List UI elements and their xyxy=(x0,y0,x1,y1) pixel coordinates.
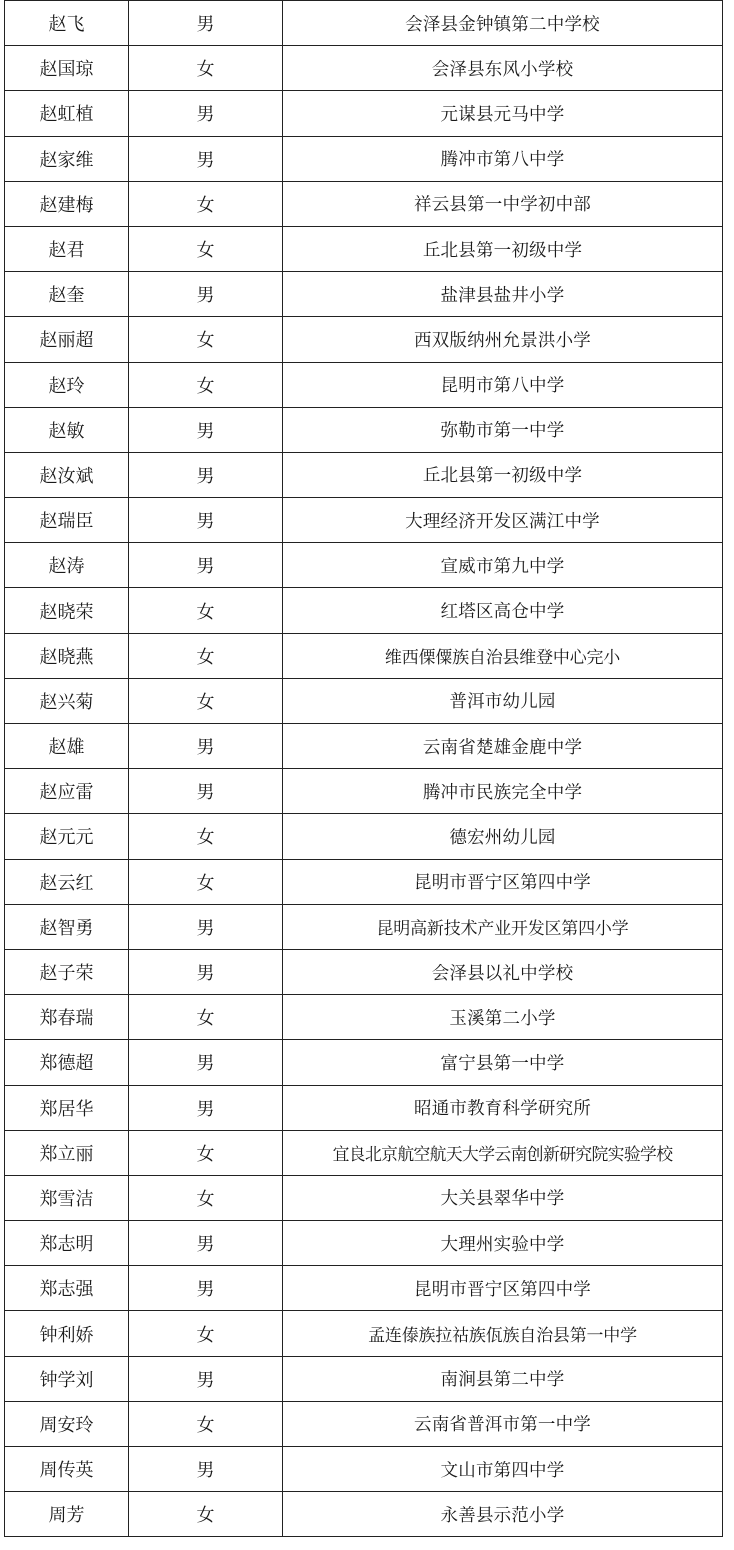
table-row xyxy=(5,588,723,633)
school-cell: 永善县示范小学 xyxy=(283,1492,723,1537)
gender-cell: 男 xyxy=(129,1085,283,1130)
table-row xyxy=(5,452,723,497)
name-cell: 赵元元 xyxy=(5,814,129,859)
gender-cell: 男 xyxy=(129,1040,283,1085)
name-cell: 赵玲 xyxy=(5,362,129,407)
table-row xyxy=(5,1447,723,1492)
school-cell: 昆明高新技术产业开发区第四小学 xyxy=(283,904,723,949)
name-cell: 赵瑞臣 xyxy=(5,498,129,543)
gender-cell: 女 xyxy=(129,317,283,362)
name-cell: 赵应雷 xyxy=(5,769,129,814)
school-cell: 文山市第四中学 xyxy=(283,1447,723,1492)
roster-table-body xyxy=(5,1,723,1537)
gender-cell: 女 xyxy=(129,362,283,407)
table-row xyxy=(5,362,723,407)
school-cell: 会泽县以礼中学校 xyxy=(283,949,723,994)
school-cell: 云南省楚雄金鹿中学 xyxy=(283,724,723,769)
school-cell: 宜良北京航空航天大学云南创新研究院实验学校 xyxy=(283,1130,723,1175)
table-row xyxy=(5,724,723,769)
name-cell: 周安玲 xyxy=(5,1401,129,1446)
school-cell: 腾冲市第八中学 xyxy=(283,136,723,181)
school-cell: 大理经济开发区满江中学 xyxy=(283,498,723,543)
table-row xyxy=(5,1,723,46)
school-cell: 玉溪第二小学 xyxy=(283,995,723,1040)
name-cell: 赵丽超 xyxy=(5,317,129,362)
table-row xyxy=(5,498,723,543)
school-cell: 红塔区高仓中学 xyxy=(283,588,723,633)
name-cell: 郑春瑞 xyxy=(5,995,129,1040)
table-row xyxy=(5,814,723,859)
table-row xyxy=(5,543,723,588)
table-row xyxy=(5,1040,723,1085)
name-cell: 郑立丽 xyxy=(5,1130,129,1175)
table-row xyxy=(5,272,723,317)
school-cell: 盐津县盐井小学 xyxy=(283,272,723,317)
table-row xyxy=(5,1085,723,1130)
school-cell: 腾冲市民族完全中学 xyxy=(283,769,723,814)
name-cell: 赵涛 xyxy=(5,543,129,588)
table-row xyxy=(5,226,723,271)
name-cell: 赵兴菊 xyxy=(5,678,129,723)
school-cell: 宣威市第九中学 xyxy=(283,543,723,588)
school-cell: 云南省普洱市第一中学 xyxy=(283,1401,723,1446)
gender-cell: 男 xyxy=(129,1447,283,1492)
gender-cell: 女 xyxy=(129,226,283,271)
table-row xyxy=(5,1221,723,1266)
gender-cell: 女 xyxy=(129,588,283,633)
roster-table xyxy=(4,0,723,1537)
table-row xyxy=(5,407,723,452)
table-row xyxy=(5,1266,723,1311)
gender-cell: 女 xyxy=(129,1175,283,1220)
school-cell: 昆明市第八中学 xyxy=(283,362,723,407)
school-cell: 会泽县东风小学校 xyxy=(283,46,723,91)
name-cell: 周芳 xyxy=(5,1492,129,1537)
gender-cell: 女 xyxy=(129,995,283,1040)
school-cell: 普洱市幼儿园 xyxy=(283,678,723,723)
table-row xyxy=(5,859,723,904)
gender-cell: 男 xyxy=(129,543,283,588)
school-cell: 元谋县元马中学 xyxy=(283,91,723,136)
gender-cell: 男 xyxy=(129,1221,283,1266)
name-cell: 赵虹植 xyxy=(5,91,129,136)
name-cell: 赵敏 xyxy=(5,407,129,452)
gender-cell: 男 xyxy=(129,1266,283,1311)
school-cell: 昭通市教育科学研究所 xyxy=(283,1085,723,1130)
gender-cell: 女 xyxy=(129,1130,283,1175)
name-cell: 赵雄 xyxy=(5,724,129,769)
name-cell: 郑志明 xyxy=(5,1221,129,1266)
table-row xyxy=(5,949,723,994)
gender-cell: 男 xyxy=(129,904,283,949)
school-cell: 会泽县金钟镇第二中学校 xyxy=(283,1,723,46)
gender-cell: 女 xyxy=(129,1311,283,1356)
name-cell: 赵君 xyxy=(5,226,129,271)
gender-cell: 女 xyxy=(129,181,283,226)
gender-cell: 男 xyxy=(129,452,283,497)
school-cell: 大关县翠华中学 xyxy=(283,1175,723,1220)
table-row xyxy=(5,181,723,226)
table-row xyxy=(5,1401,723,1446)
gender-cell: 女 xyxy=(129,1492,283,1537)
name-cell: 郑居华 xyxy=(5,1085,129,1130)
school-cell: 祥云县第一中学初中部 xyxy=(283,181,723,226)
name-cell: 郑雪洁 xyxy=(5,1175,129,1220)
name-cell: 郑志强 xyxy=(5,1266,129,1311)
table-row xyxy=(5,46,723,91)
table-row xyxy=(5,1175,723,1220)
name-cell: 赵云红 xyxy=(5,859,129,904)
gender-cell: 女 xyxy=(129,814,283,859)
school-cell: 维西傈僳族自治县维登中心完小 xyxy=(283,633,723,678)
school-cell: 大理州实验中学 xyxy=(283,1221,723,1266)
school-cell: 丘北县第一初级中学 xyxy=(283,452,723,497)
table-row xyxy=(5,136,723,181)
name-cell: 郑德超 xyxy=(5,1040,129,1085)
gender-cell: 女 xyxy=(129,633,283,678)
gender-cell: 男 xyxy=(129,498,283,543)
gender-cell: 女 xyxy=(129,859,283,904)
gender-cell: 男 xyxy=(129,272,283,317)
name-cell: 赵建梅 xyxy=(5,181,129,226)
table-row xyxy=(5,1311,723,1356)
name-cell: 赵晓燕 xyxy=(5,633,129,678)
gender-cell: 男 xyxy=(129,1,283,46)
name-cell: 赵奎 xyxy=(5,272,129,317)
table-row xyxy=(5,633,723,678)
name-cell: 赵国琼 xyxy=(5,46,129,91)
table-row xyxy=(5,995,723,1040)
school-cell: 孟连傣族拉祜族佤族自治县第一中学 xyxy=(283,1311,723,1356)
gender-cell: 男 xyxy=(129,407,283,452)
gender-cell: 男 xyxy=(129,769,283,814)
gender-cell: 女 xyxy=(129,1401,283,1446)
school-cell: 弥勒市第一中学 xyxy=(283,407,723,452)
school-cell: 昆明市晋宁区第四中学 xyxy=(283,859,723,904)
table-row xyxy=(5,91,723,136)
school-cell: 南涧县第二中学 xyxy=(283,1356,723,1401)
name-cell: 赵子荣 xyxy=(5,949,129,994)
table-row xyxy=(5,1130,723,1175)
name-cell: 赵汝斌 xyxy=(5,452,129,497)
gender-cell: 女 xyxy=(129,46,283,91)
gender-cell: 男 xyxy=(129,91,283,136)
table-row xyxy=(5,1492,723,1537)
name-cell: 钟利娇 xyxy=(5,1311,129,1356)
school-cell: 富宁县第一中学 xyxy=(283,1040,723,1085)
school-cell: 昆明市晋宁区第四中学 xyxy=(283,1266,723,1311)
table-row xyxy=(5,1356,723,1401)
name-cell: 周传英 xyxy=(5,1447,129,1492)
name-cell: 赵家维 xyxy=(5,136,129,181)
table-row xyxy=(5,678,723,723)
name-cell: 赵晓荣 xyxy=(5,588,129,633)
name-cell: 钟学刘 xyxy=(5,1356,129,1401)
school-cell: 德宏州幼儿园 xyxy=(283,814,723,859)
school-cell: 西双版纳州允景洪小学 xyxy=(283,317,723,362)
gender-cell: 女 xyxy=(129,678,283,723)
gender-cell: 男 xyxy=(129,136,283,181)
gender-cell: 男 xyxy=(129,949,283,994)
name-cell: 赵智勇 xyxy=(5,904,129,949)
name-cell: 赵飞 xyxy=(5,1,129,46)
school-cell: 丘北县第一初级中学 xyxy=(283,226,723,271)
gender-cell: 男 xyxy=(129,724,283,769)
table-row xyxy=(5,904,723,949)
gender-cell: 男 xyxy=(129,1356,283,1401)
table-row xyxy=(5,769,723,814)
table-row xyxy=(5,317,723,362)
